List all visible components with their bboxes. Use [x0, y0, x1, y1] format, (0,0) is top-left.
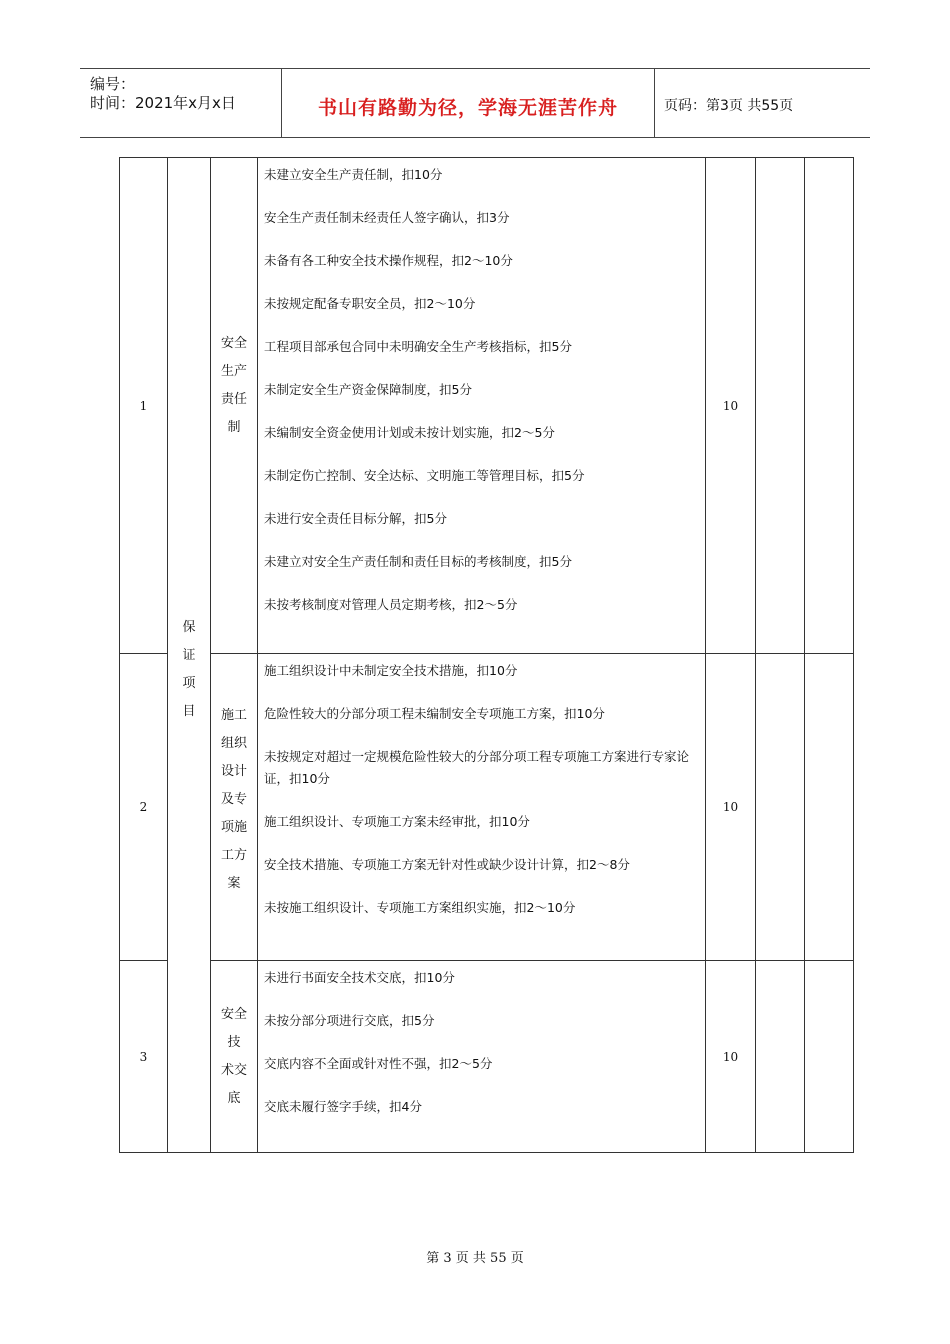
item-name: 施工 组织 设计 及专 项施 工方 案 [220, 708, 247, 891]
actual-score-cell [805, 654, 854, 961]
deduction-item: 未制定伤亡控制、安全达标、文明施工等管理目标，扣5分 [264, 468, 585, 483]
deducted-score-cell [756, 961, 805, 1153]
deduction-item: 未按分部分项进行交底，扣5分 [264, 1013, 435, 1028]
deduction-item: 未进行安全责任目标分解，扣5分 [264, 511, 447, 526]
header-motto-cell [281, 69, 655, 137]
deduction-item: 工程项目部承包合同中未明确安全生产考核指标，扣5分 [264, 339, 572, 354]
table-row [120, 158, 854, 654]
deduction-list [258, 961, 706, 1153]
header-page-cell [654, 69, 870, 137]
score-cell: 10 [706, 158, 756, 654]
inspection-table [119, 157, 854, 1153]
deduction-item: 交底未履行签字手续，扣4分 [264, 1099, 422, 1114]
deduction-item: 安全生产责任制未经责任人签字确认，扣3分 [264, 210, 510, 225]
deduction-item: 未进行书面安全技术交底，扣10分 [264, 970, 455, 985]
item-name-cell [211, 158, 258, 654]
deduction-item: 未按考核制度对管理人员定期考核，扣2～5分 [264, 597, 518, 612]
deduction-item: 未建立对安全生产责任制和责任目标的考核制度，扣5分 [264, 554, 572, 569]
item-name-cell [211, 654, 258, 961]
deduction-item: 危险性较大的分部分项工程未编制安全专项施工方案，扣10分 [264, 706, 605, 721]
deduction-item: 未备有各工种安全技术操作规程，扣2～10分 [264, 253, 513, 268]
deduction-item: 安全技术措施、专项施工方案无针对性或缺少设计计算，扣2～8分 [264, 857, 630, 872]
deduction-item: 未按施工组织设计、专项施工方案组织实施，扣2～10分 [264, 900, 576, 915]
serial-label: 编号： [90, 75, 136, 93]
table-row [120, 654, 854, 961]
row-number: 1 [120, 158, 168, 654]
deducted-score-cell [756, 654, 805, 961]
deduction-item: 未编制安全资金使用计划或未按计划实施，扣2～5分 [264, 425, 555, 440]
item-name: 安全 生产 责任 制 [220, 335, 247, 435]
table-row [120, 961, 854, 1153]
page-info: 页码：第3页 共55页 [664, 98, 794, 114]
deduction-list [258, 158, 706, 654]
deduction-item: 未按规定配备专职安全员，扣2～10分 [264, 296, 476, 311]
item-name: 安全 技 术交 底 [220, 1006, 247, 1106]
page-header [80, 68, 870, 138]
motto-text: 书山有路勤为径，学海无涯苦作舟 [317, 97, 618, 119]
score-cell: 10 [706, 961, 756, 1153]
deduction-item: 未按规定对超过一定规模危险性较大的分部分项工程专项施工方案进行专家论证，扣10分 [264, 749, 690, 786]
row-number: 2 [120, 654, 168, 961]
score-cell: 10 [706, 654, 756, 961]
category-label: 保 证 项 目 [182, 620, 196, 719]
deduction-item: 施工组织设计中未制定安全技术措施，扣10分 [264, 663, 518, 678]
deduction-item: 未制定安全生产资金保障制度，扣5分 [264, 382, 472, 397]
deduction-list [258, 654, 706, 961]
item-name-cell [211, 961, 258, 1153]
actual-score-cell [805, 158, 854, 654]
page-footer: 第 3 页 共 55 页 [426, 1251, 524, 1266]
deduction-item: 施工组织设计、专项施工方案未经审批，扣10分 [264, 814, 530, 829]
deducted-score-cell [756, 158, 805, 654]
row-number: 3 [120, 961, 168, 1153]
actual-score-cell [805, 961, 854, 1153]
deduction-item: 交底内容不全面或针对性不强，扣2～5分 [264, 1056, 493, 1071]
category-cell [168, 158, 211, 1153]
deduction-item: 未建立安全生产责任制，扣10分 [264, 167, 443, 182]
header-meta-cell [80, 69, 281, 137]
time-label: 时间：2021年x月x日 [90, 94, 236, 112]
